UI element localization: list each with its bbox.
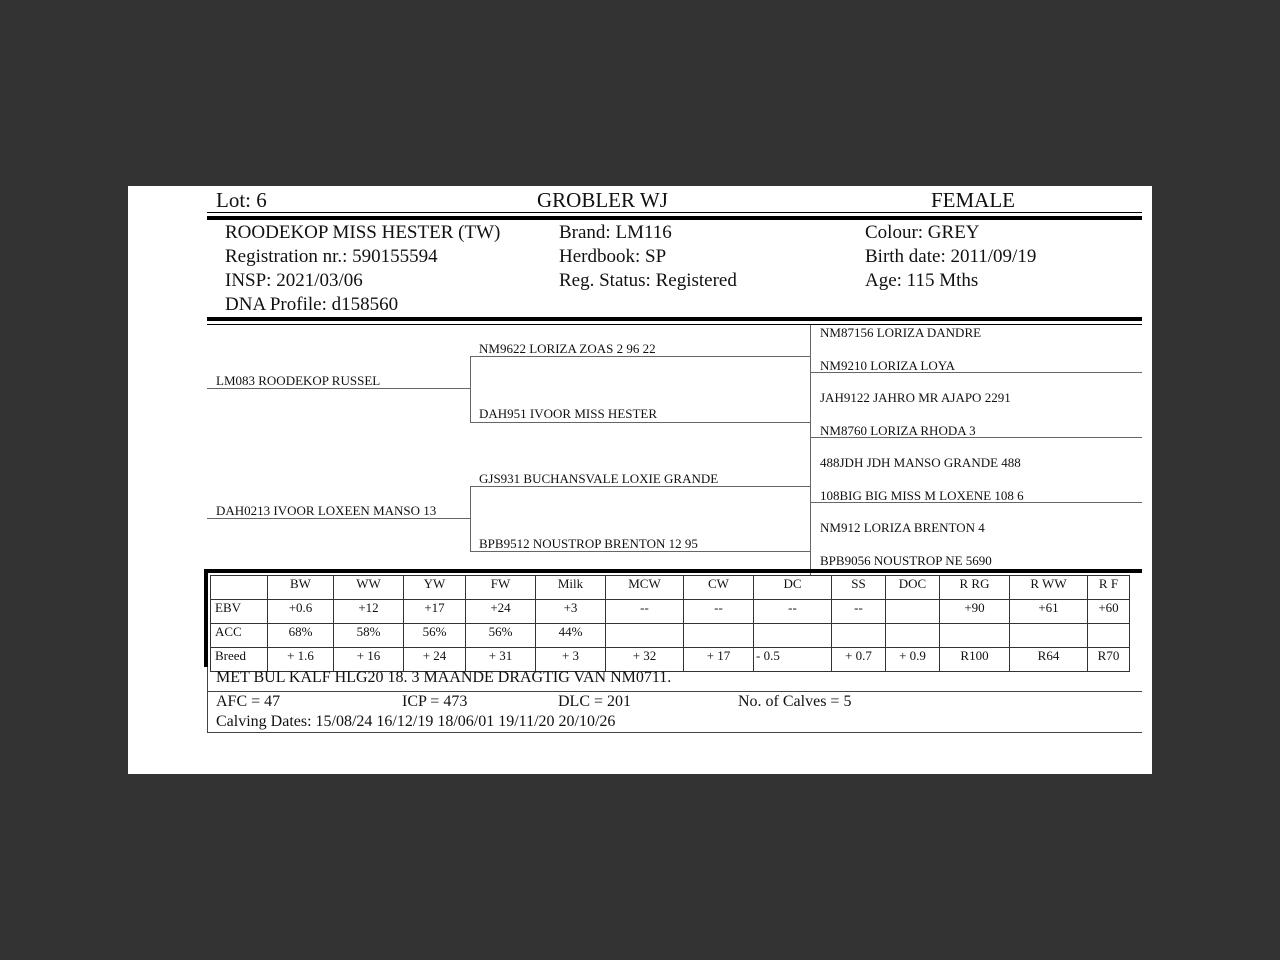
table-cell [684,624,754,648]
pedigree-gen3-item: JAH9122 JAHRO MR AJAPO 2291 [820,390,1011,405]
age: Age: 115 Mths [865,270,979,291]
header-rule-thin [207,212,1142,213]
table-cell: +17 [404,600,466,624]
pedigree-line-ss [470,356,810,357]
calving-rule [207,732,1142,733]
row-label: EBV [211,600,268,624]
table-cell: + 31 [466,648,536,672]
footer-left-rule [207,667,208,733]
table-cell: + 0.7 [832,648,886,672]
remarks-rule [207,691,1142,692]
table-cell: + 17 [684,648,754,672]
header-cell: DOC [886,576,940,600]
acc-row [211,624,1130,648]
animal-name: ROODEKOP MISS HESTER (TW) [225,222,501,243]
table-left-rule [204,569,208,667]
pedigree-gen3-item: BPB9056 NOUSTROP NE 5690 [820,553,992,568]
info-rule-thin [207,324,1142,325]
pedigree-sire-dam: DAH951 IVOOR MISS HESTER [479,406,658,421]
table-cell: -- [832,600,886,624]
header-cell: DC [754,576,832,600]
table-cell: 68% [268,624,334,648]
table-cell: +90 [940,600,1010,624]
table-cell: 56% [404,624,466,648]
pedigree-sire: LM083 ROODEKOP RUSSEL [216,373,381,388]
table-cell: R100 [940,648,1010,672]
table-cell [1010,624,1088,648]
header-cell: MCW [606,576,684,600]
dlc: DLC = 201 [558,693,632,710]
pedigree-line-sd [470,422,810,423]
pedigree-line-ds [470,486,810,487]
header-cell: WW [334,576,404,600]
pedigree-gen3-item: NM912 LORIZA BRENTON 4 [820,520,985,535]
inspection-date: INSP: 2021/03/06 [225,270,363,291]
table-cell: -- [684,600,754,624]
table-cell: R70 [1088,648,1130,672]
table-cell [606,624,684,648]
header-cell: R WW [1010,576,1088,600]
colour: Colour: GREY [865,222,980,243]
herdbook: Herdbook: SP [559,246,667,267]
afc: AFC = 47 [216,693,281,710]
ebv-header-row [211,576,1130,600]
table-cell [754,624,832,648]
table-cell [832,624,886,648]
pedigree-gen3-item: NM8760 LORIZA RHODA 3 [820,423,976,438]
table-cell: +60 [1088,600,1130,624]
table-cell [886,624,940,648]
table-cell: 56% [466,624,536,648]
table-cell [1088,624,1130,648]
ebv-table [210,575,1130,672]
table-cell [940,624,1010,648]
table-cell: +0.6 [268,600,334,624]
pedigree-sire-sire: NM9622 LORIZA ZOAS 2 96 22 [479,341,656,356]
pedigree-line-dam [207,518,470,519]
lot-sheet [128,186,1152,774]
header-cell: R RG [940,576,1010,600]
lot-number: Lot: 6 [216,188,267,212]
table-top-rule [205,569,1142,573]
brand: Brand: LM116 [559,222,672,243]
table-cell: +3 [536,600,606,624]
icp: ICP = 473 [402,693,468,710]
header-cell: SS [832,576,886,600]
pedigree-gen3-item: NM87156 LORIZA DANDRE [820,325,982,340]
header-cell: YW [404,576,466,600]
header-cell: CW [684,576,754,600]
pedigree-gen3-divider [810,325,811,575]
pedigree-dam-sire: GJS931 BUCHANSVALE LOXIE GRANDE [479,471,719,486]
table-cell [886,600,940,624]
table-cell: + 24 [404,648,466,672]
table-cell: -- [754,600,832,624]
table-cell: -- [606,600,684,624]
pedigree-dam-dam: BPB9512 NOUSTROP BRENTON 12 95 [479,536,698,551]
pedigree-gen3-item: 488JDH JDH MANSO GRANDE 488 [820,455,1021,470]
pedigree-bracket-sire [470,356,471,423]
registration-number: Registration nr.: 590155594 [225,246,438,267]
table-cell: 44% [536,624,606,648]
table-cell: + 1.6 [268,648,334,672]
table-cell: + 0.9 [886,648,940,672]
birth-date: Birth date: 2011/09/19 [865,246,1037,267]
pedigree-line-sire [207,388,470,389]
pedigree-bracket-dam [470,486,471,552]
table-cell: + 16 [334,648,404,672]
info-rule-thick [207,317,1142,321]
breed-row [211,648,1130,672]
table-cell: R64 [1010,648,1088,672]
header-cell: BW [268,576,334,600]
dna-profile: DNA Profile: d158560 [225,294,399,315]
pedigree-line-dd [470,551,810,552]
pedigree-gen3-item: NM9210 LORIZA LOYA [820,358,956,373]
pedigree-gen3-item: 108BIG BIG MISS M LOXENE 108 6 [820,488,1024,503]
seller-name: GROBLER WJ [537,188,668,212]
calving-dates: Calving Dates: 15/08/24 16/12/19 18/06/01 19/11/20 20/10/26 [216,713,616,730]
header-cell [211,576,268,600]
table-cell: +61 [1010,600,1088,624]
registration-status: Reg. Status: Registered [559,270,737,291]
table-cell: 58% [334,624,404,648]
sex-label: FEMALE [931,188,1015,212]
table-cell: + 3 [536,648,606,672]
header-cell: FW [466,576,536,600]
remarks: MET BUL KALF HLG20 18. 3 MAANDE DRAGTIG VAN NM0711. [216,669,672,686]
table-cell: +12 [334,600,404,624]
row-label: ACC [211,624,268,648]
row-label: Breed [211,648,268,672]
header-cell: R F [1088,576,1130,600]
pedigree-dam: DAH0213 IVOOR LOXEEN MANSO 13 [216,503,437,518]
table-cell: + 32 [606,648,684,672]
header-cell: Milk [536,576,606,600]
header-rule-thick [207,216,1142,220]
table-cell: - 0.5 [754,648,832,672]
number-of-calves: No. of Calves = 5 [738,693,852,710]
table-cell: +24 [466,600,536,624]
ebv-row [211,600,1130,624]
